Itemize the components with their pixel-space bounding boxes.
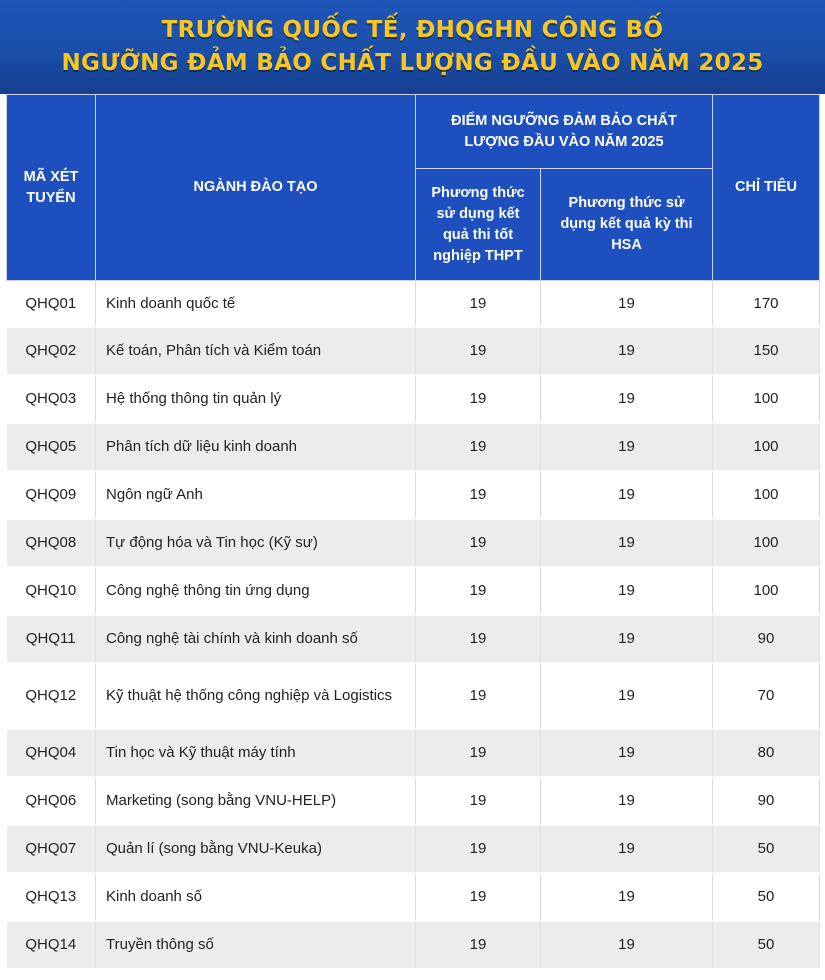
row-threshold-thpt: 19 bbox=[416, 777, 541, 825]
row-quota: 100 bbox=[713, 423, 820, 471]
row-code: QHQ08 bbox=[7, 519, 96, 567]
row-code: QHQ03 bbox=[7, 375, 96, 423]
row-threshold-hsa: 19 bbox=[541, 729, 713, 777]
row-threshold-hsa: 19 bbox=[541, 615, 713, 663]
row-quota: 50 bbox=[713, 921, 820, 969]
row-threshold-hsa: 19 bbox=[541, 281, 713, 327]
row-threshold-hsa: 19 bbox=[541, 873, 713, 921]
row-threshold-thpt: 19 bbox=[416, 615, 541, 663]
row-major: Tin học và Kỹ thuật máy tính bbox=[96, 729, 416, 777]
row-threshold-hsa: 19 bbox=[541, 375, 713, 423]
row-quota: 100 bbox=[713, 519, 820, 567]
row-threshold-thpt: 19 bbox=[416, 567, 541, 615]
row-major: Tự động hóa và Tin học (Kỹ sư) bbox=[96, 519, 416, 567]
row-threshold-thpt: 19 bbox=[416, 921, 541, 969]
row-code: QHQ09 bbox=[7, 471, 96, 519]
header-code: MÃ XÉT TUYỂN bbox=[7, 95, 96, 281]
row-major: Ngôn ngữ Anh bbox=[96, 471, 416, 519]
row-threshold-hsa: 19 bbox=[541, 777, 713, 825]
row-quota: 90 bbox=[713, 777, 820, 825]
row-code: QHQ13 bbox=[7, 873, 96, 921]
row-major: Quản lí (song bằng VNU-Keuka) bbox=[96, 825, 416, 873]
row-code: QHQ10 bbox=[7, 567, 96, 615]
row-code: QHQ02 bbox=[7, 327, 96, 375]
row-threshold-thpt: 19 bbox=[416, 375, 541, 423]
row-threshold-thpt: 19 bbox=[416, 663, 541, 729]
row-code: QHQ01 bbox=[7, 281, 96, 327]
row-threshold-hsa: 19 bbox=[541, 327, 713, 375]
row-code: QHQ12 bbox=[7, 663, 96, 729]
row-quota: 90 bbox=[713, 615, 820, 663]
row-threshold-hsa: 19 bbox=[541, 519, 713, 567]
row-threshold-thpt: 19 bbox=[416, 825, 541, 873]
row-major: Công nghệ thông tin ứng dụng bbox=[96, 567, 416, 615]
row-threshold-hsa: 19 bbox=[541, 471, 713, 519]
row-threshold-hsa: 19 bbox=[541, 663, 713, 729]
row-quota: 170 bbox=[713, 281, 820, 327]
row-quota: 150 bbox=[713, 327, 820, 375]
header-major: NGÀNH ĐÀO TẠO bbox=[96, 95, 416, 281]
row-major: Phân tích dữ liệu kinh doanh bbox=[96, 423, 416, 471]
header-method-thpt: Phương thức sử dụng kết quả thi tốt nghiệp THPT bbox=[416, 169, 541, 281]
row-threshold-thpt: 19 bbox=[416, 327, 541, 375]
row-threshold-thpt: 19 bbox=[416, 519, 541, 567]
table-row bbox=[7, 567, 820, 615]
table-row bbox=[7, 375, 820, 423]
row-threshold-thpt: 19 bbox=[416, 423, 541, 471]
row-threshold-thpt: 19 bbox=[416, 873, 541, 921]
row-quota: 80 bbox=[713, 729, 820, 777]
admission-threshold-table bbox=[6, 94, 820, 970]
row-threshold-thpt: 19 bbox=[416, 729, 541, 777]
row-code: QHQ05 bbox=[7, 423, 96, 471]
row-major: Truyền thông số bbox=[96, 921, 416, 969]
row-code: QHQ11 bbox=[7, 615, 96, 663]
header-threshold-group: ĐIỂM NGƯỠNG ĐẢM BẢO CHẤT LƯỢNG ĐẦU VÀO NĂM 2025 bbox=[416, 95, 713, 169]
table-row bbox=[7, 471, 820, 519]
table-row bbox=[7, 777, 820, 825]
row-quota: 100 bbox=[713, 471, 820, 519]
row-threshold-hsa: 19 bbox=[541, 921, 713, 969]
table-row bbox=[7, 423, 820, 471]
row-code: QHQ06 bbox=[7, 777, 96, 825]
row-threshold-thpt: 19 bbox=[416, 471, 541, 519]
row-major: Marketing (song bằng VNU-HELP) bbox=[96, 777, 416, 825]
row-major: Kinh doanh quốc tế bbox=[96, 281, 416, 327]
row-threshold-hsa: 19 bbox=[541, 423, 713, 471]
row-quota: 100 bbox=[713, 375, 820, 423]
table-row bbox=[7, 615, 820, 663]
row-code: QHQ04 bbox=[7, 729, 96, 777]
title-line-1: TRƯỜNG QUỐC TẾ, ĐHQGHN CÔNG BỐ bbox=[161, 17, 664, 43]
row-major: Kế toán, Phân tích và Kiểm toán bbox=[96, 327, 416, 375]
table-row bbox=[7, 663, 820, 729]
header-quota: CHỈ TIÊU bbox=[713, 95, 820, 281]
row-code: QHQ14 bbox=[7, 921, 96, 969]
row-quota: 50 bbox=[713, 873, 820, 921]
table-row bbox=[7, 873, 820, 921]
row-major: Kinh doanh số bbox=[96, 873, 416, 921]
row-quota: 70 bbox=[713, 663, 820, 729]
row-code: QHQ07 bbox=[7, 825, 96, 873]
table-row bbox=[7, 921, 820, 969]
table-row bbox=[7, 825, 820, 873]
table-row bbox=[7, 519, 820, 567]
table-row bbox=[7, 729, 820, 777]
title-line-2: NGƯỠNG ĐẢM BẢO CHẤT LƯỢNG ĐẦU VÀO NĂM 2025 bbox=[61, 50, 764, 76]
title-banner bbox=[0, 0, 825, 94]
row-major: Kỹ thuật hệ thống công nghiệp và Logistics bbox=[96, 663, 416, 729]
row-threshold-thpt: 19 bbox=[416, 281, 541, 327]
header-method-hsa: Phương thức sử dụng kết quả kỳ thi HSA bbox=[541, 169, 713, 281]
row-quota: 50 bbox=[713, 825, 820, 873]
row-major: Hệ thống thông tin quản lý bbox=[96, 375, 416, 423]
table-row bbox=[7, 281, 820, 327]
row-threshold-hsa: 19 bbox=[541, 567, 713, 615]
row-threshold-hsa: 19 bbox=[541, 825, 713, 873]
row-major: Công nghệ tài chính và kinh doanh số bbox=[96, 615, 416, 663]
table-row bbox=[7, 327, 820, 375]
row-quota: 100 bbox=[713, 567, 820, 615]
